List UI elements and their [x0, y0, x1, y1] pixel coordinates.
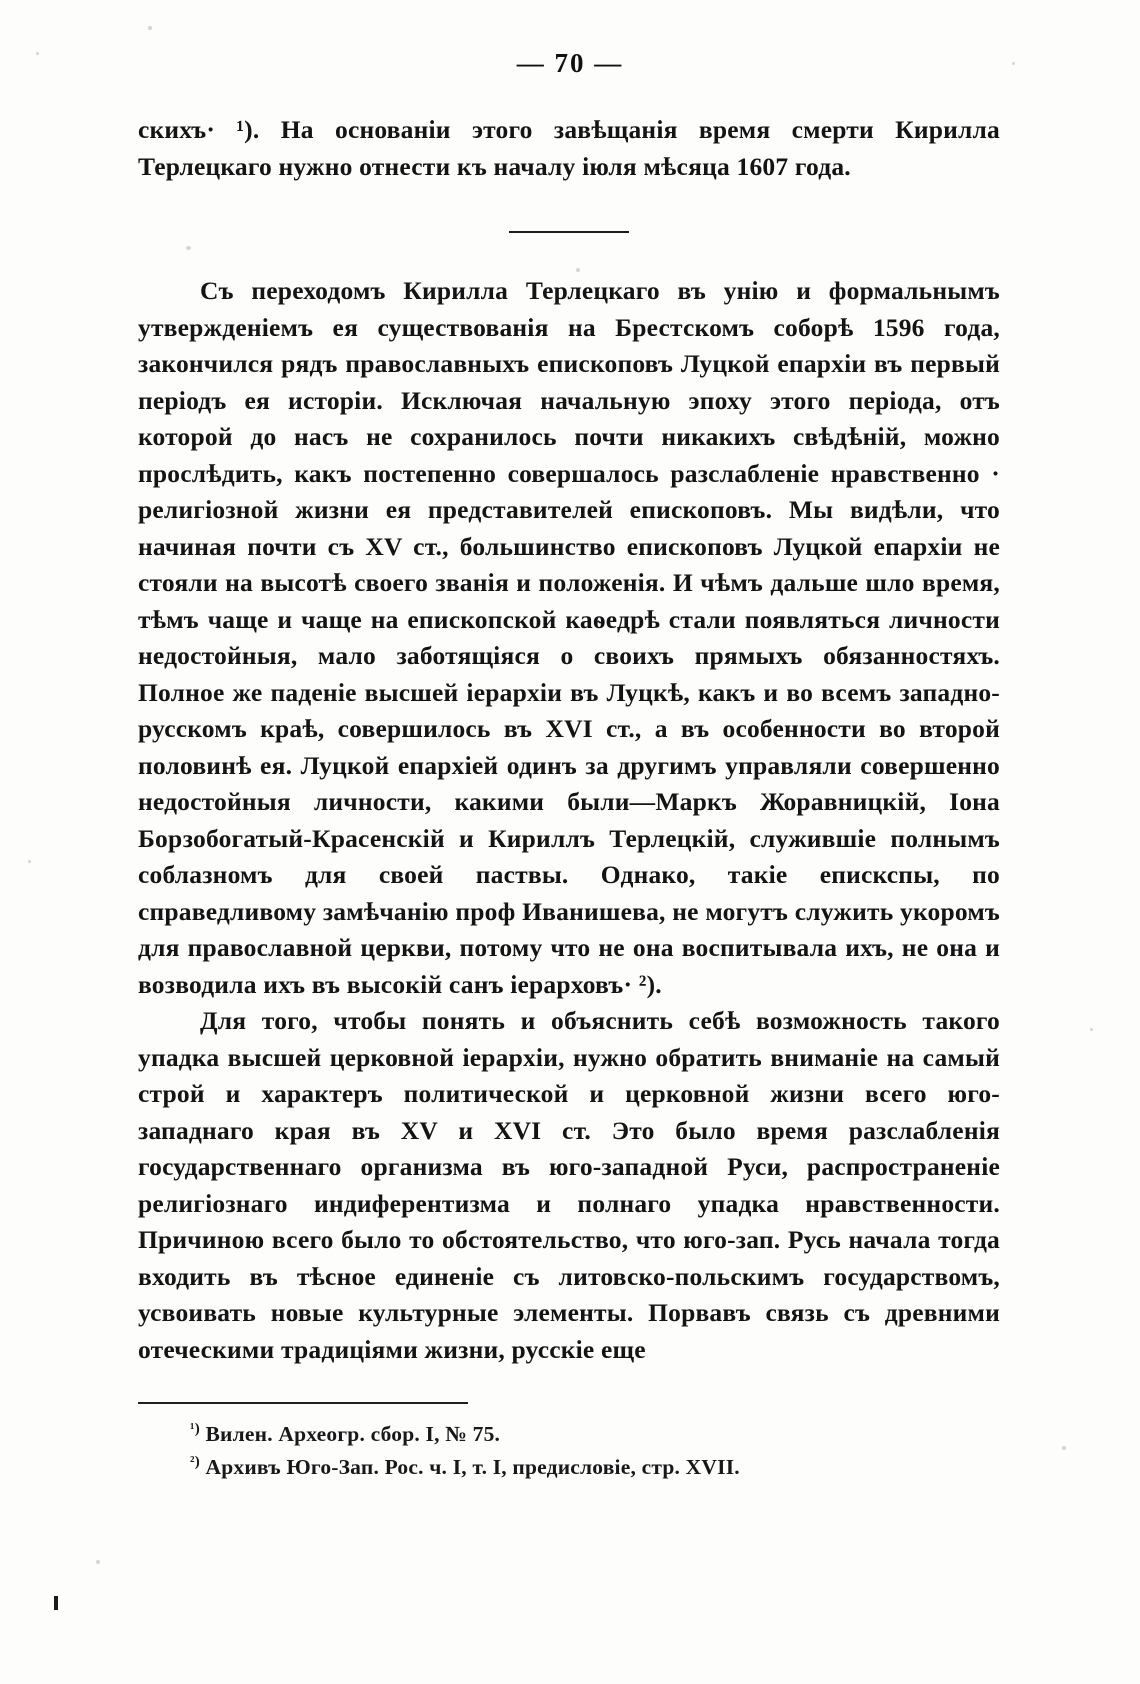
paragraph-2: Съ переходомъ Кирилла Терлецкаго въ унію и формальнымъ утвержденіемъ ея существованія на Брестскомъ соборѣ 1596 года, закончился рядъ православныхъ епископовъ Луцкой епархіи въ первый періодъ ея исторіи. Исключая начальную эпоху этого періода, отъ которой до насъ не сохранилось почти никакихъ свѣдѣній, можно прослѣдить, какъ постепенно совершалось разслабленіе нравственно · религіозной жизни ея представителей епископовъ. Мы видѣли, что начиная почти съ XV ст., большинство епископовъ Луцкой епархіи не стояли на высотѣ своего званія и положенія. И чѣмъ дальше шло время, тѣмъ чаще и чаще на епископской каѳедрѣ стали появляться личности недостойныя, мало заботящіяся о своихъ прямыхъ обязанностяхъ. Полное же паденіе высшей іерархіи въ Луцкѣ, какъ и во всемъ западно-русскомъ краѣ, совершилось въ XVI ст., а въ особенности во второй половинѣ ея. Луцкой епархіей одинъ за другимъ управляли совершенно недостойныя личности, какими были—Маркъ Жоравницкій, Іона Борзобогатый-Красенскій и Кириллъ Терлецкій, служившіе полнымъ соблазномъ для своей паствы. Однако, такіе епискспы, по справедливому замѣчанію проф Иванишева, не могутъ служить укоромъ для православной церкви, потому что не она воспитывала ихъ, не она и возводила ихъ въ высокій санъ іерарховъ· ²).	[138, 276, 1000, 999]
paragraph-1: скихъ· ¹). На основаніи этого завѣщанія время смерти Кирилла Терлецкаго нужно отнести къ началу іюля мѣсяца 1607 года.	[138, 115, 1000, 181]
footnote-1-marker: ¹)	[190, 1420, 200, 1437]
footnote-2-text: Архивъ Юго-Зап. Рос. ч. I, т. I, предисловіе, стр. XVII.	[205, 1455, 740, 1479]
scan-speck	[96, 1560, 100, 1564]
page-number: — 70 —	[516, 48, 624, 78]
footnote-1-text: Вилен. Археогр. сбор. I, № 75.	[205, 1422, 501, 1446]
footnote-1	[138, 1418, 1008, 1451]
scan-speck	[1062, 1446, 1066, 1450]
footnote-area	[138, 1418, 1008, 1484]
page-body	[138, 112, 1000, 1368]
footnote-2-marker: ²)	[190, 1453, 200, 1470]
scan-edge-mark	[54, 1596, 58, 1610]
scan-speck	[1012, 62, 1015, 65]
scan-speck	[36, 52, 39, 55]
footnote-separator	[138, 1402, 468, 1404]
footnote-2	[138, 1451, 1008, 1484]
paragraph-3: Для того, чтобы понять и объяснить себѣ возможность такого упадка высшей церковной іерархіи, нужно обратить вниманіе на самый строй и характеръ политической и церковной жизни всего юго-западнаго края въ XV и XVI ст. Это было время разслабленія государственнаго организма въ юго-западной Руси, распространеніе религіознаго индиферентизма и полнаго упадка нравственности. Причиною всего было то обстоятельство, что юго-зап. Русь начала тогда входить въ тѣсное единеніе съ литовско-польскимъ государствомъ, усвоивать новые культурные элементы. Порвавъ связь съ древними отеческими традиціями жизни, русскіе еще	[138, 1006, 1000, 1364]
section-divider	[509, 231, 629, 233]
scan-speck	[576, 268, 580, 272]
scan-speck	[1090, 1028, 1093, 1031]
scan-speck	[28, 860, 31, 863]
scan-speck	[148, 26, 152, 30]
scan-speck	[186, 246, 191, 250]
